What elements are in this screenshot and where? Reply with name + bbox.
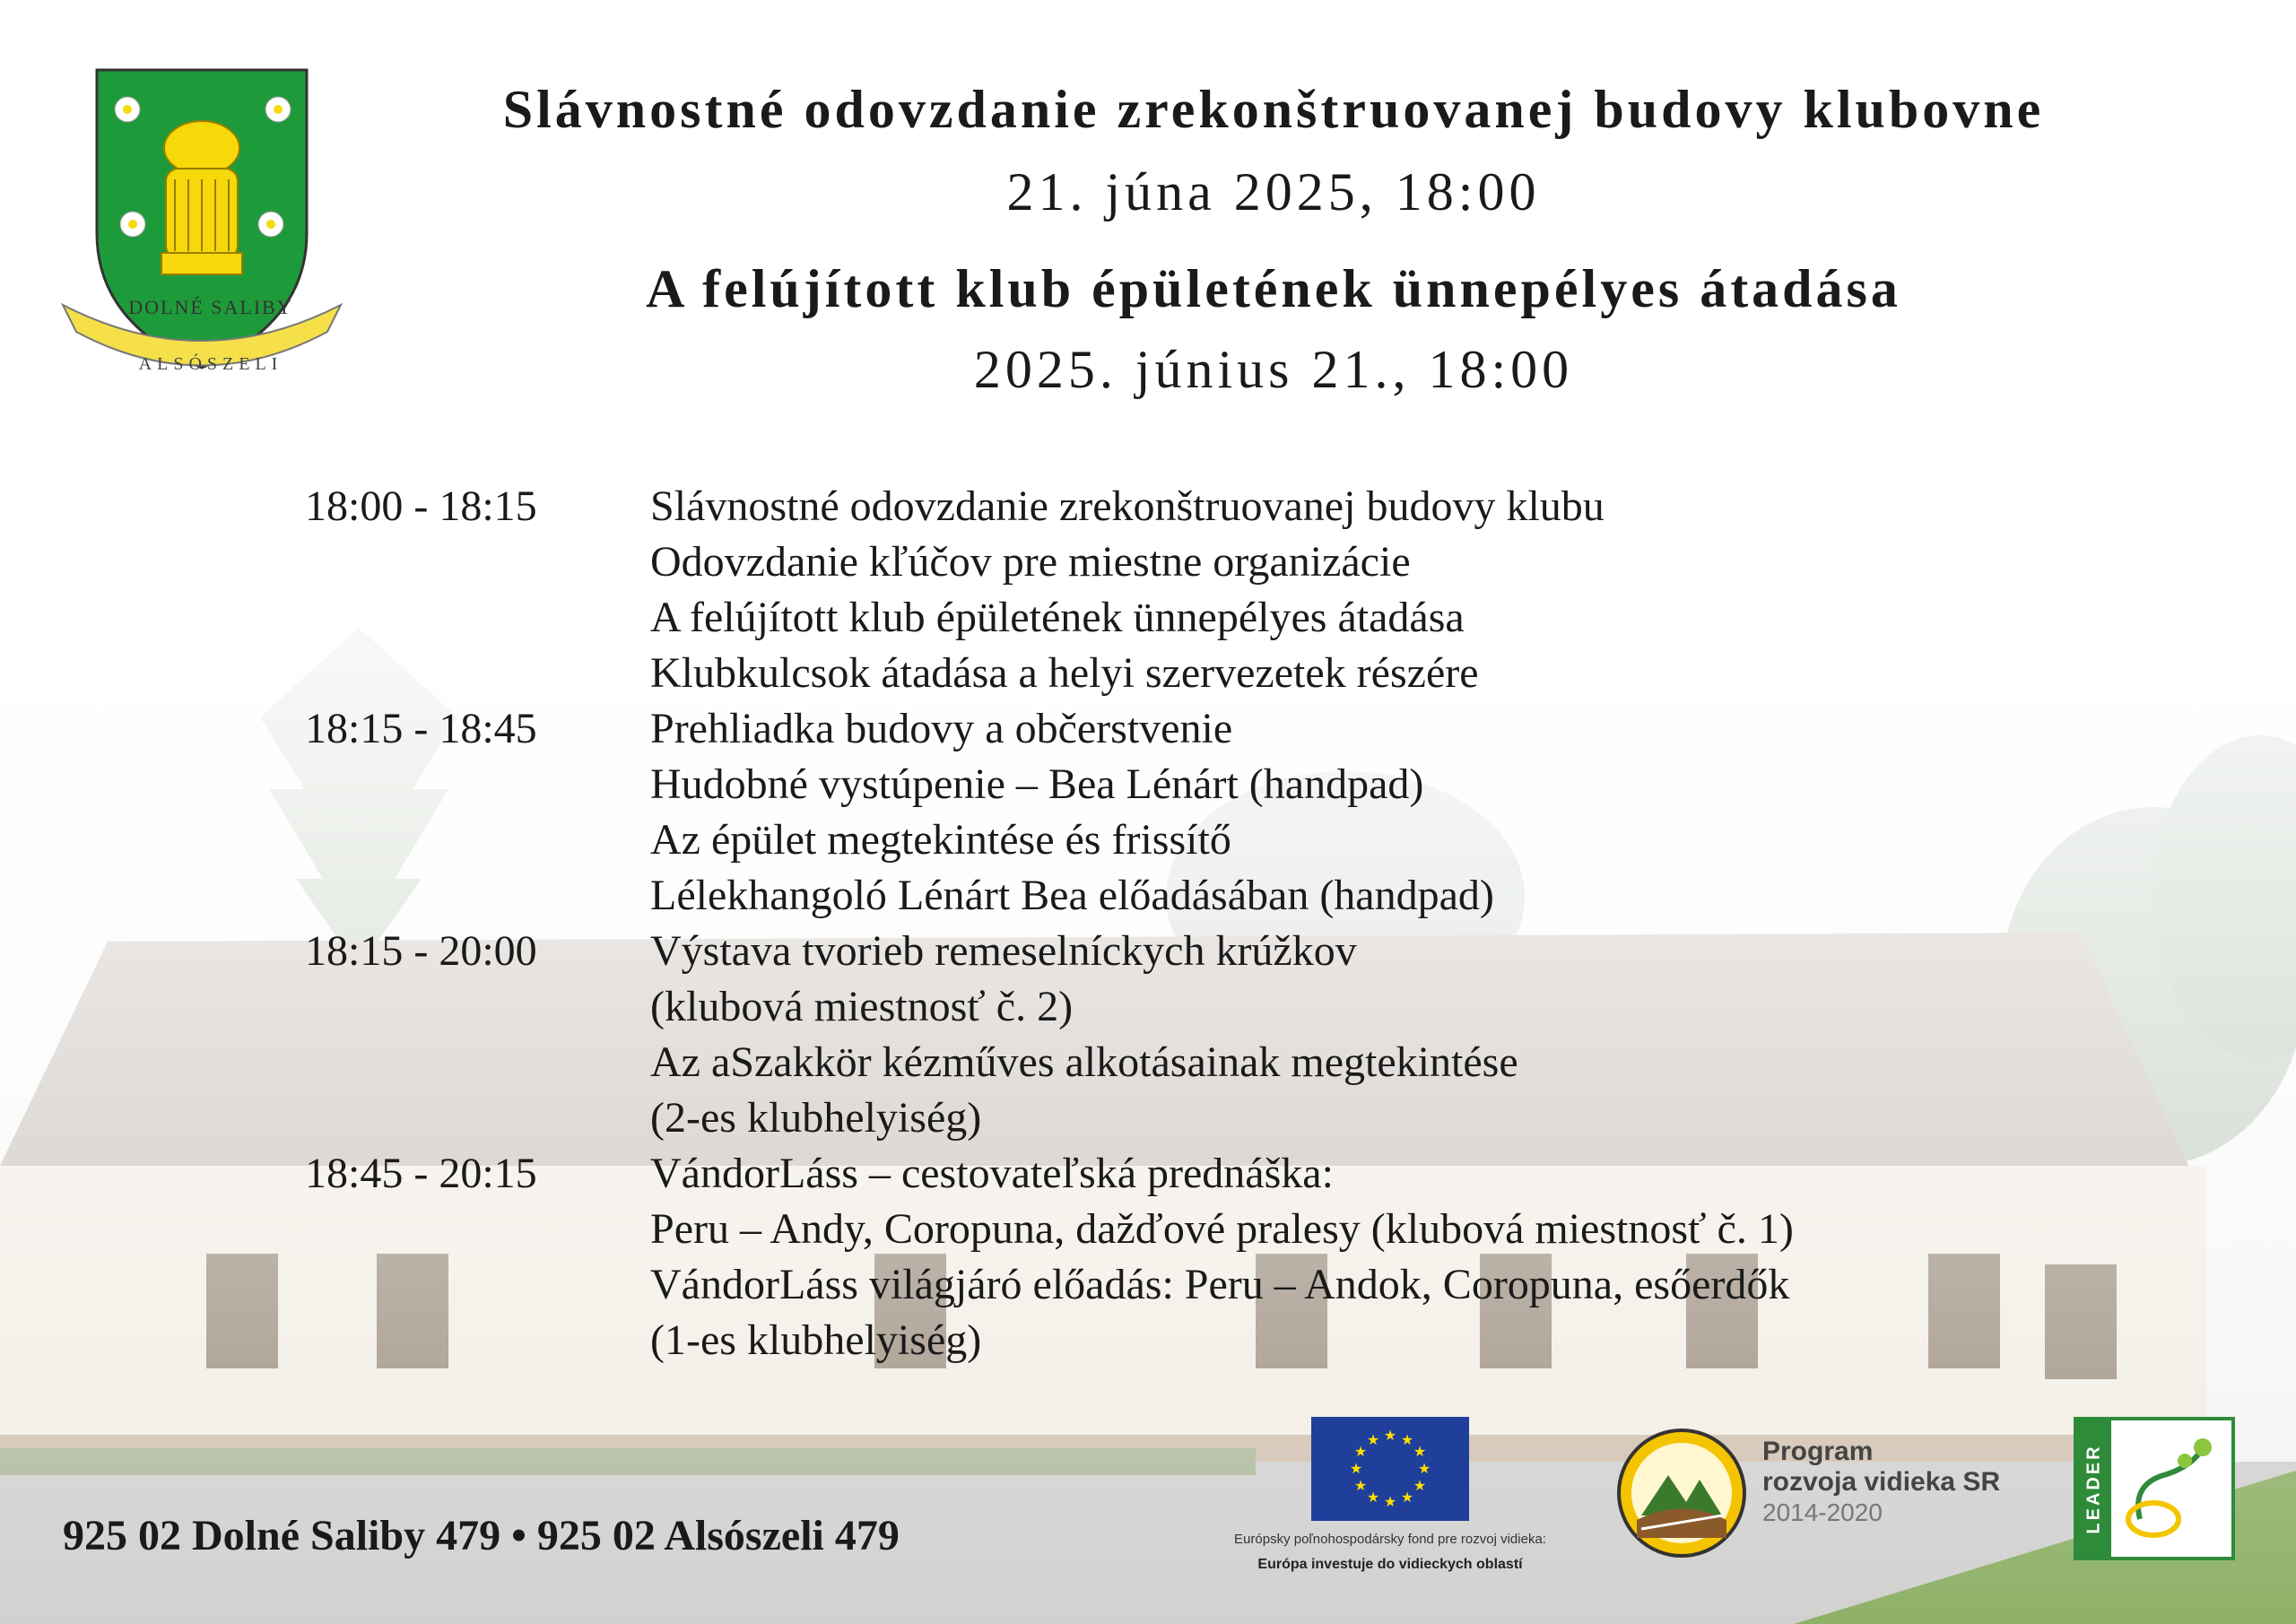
program-time: 18:45 - 20:15 (305, 1150, 537, 1197)
program-line: Lélekhangoló Lénárt Bea előadásában (handpad) (650, 872, 1494, 919)
title-slovak: Slávnostné odovzdanie zrekonštruovanej budovy klubovne (502, 80, 2045, 139)
program-line: Hudobné vystúpenie – Bea Lénárt (handpad) (650, 760, 1424, 808)
rural-program-logo-icon (1614, 1426, 1749, 1560)
rural-program-line3: 2014-2020 (1762, 1498, 1883, 1526)
leader-label (2077, 1420, 2111, 1557)
program-line: VándorLáss – cestovateľská prednáška: (650, 1150, 1334, 1197)
program-row (305, 479, 2009, 701)
svg-text:★: ★ (1417, 1460, 1431, 1477)
svg-text:★: ★ (1413, 1443, 1427, 1460)
title-hungarian: A felújított klub épületének ünnepélyes átadása (646, 259, 1901, 318)
eu-caption-slogan: Európa investuje do vidieckych oblastí (1257, 1557, 1523, 1572)
svg-text:★: ★ (1366, 1489, 1380, 1506)
svg-text:★: ★ (1400, 1431, 1414, 1448)
program-line: Odovzdanie kľúčov pre miestne organizácie (650, 538, 1411, 586)
program-line: (1-es klubhelyiség) (650, 1316, 982, 1364)
program-schedule (305, 479, 2009, 1368)
program-line: Prehliadka budovy a občerstvenie (650, 705, 1233, 752)
svg-text:★: ★ (1353, 1477, 1368, 1494)
program-line: Az aSzakkör kézműves alkotásainak megtekintése (650, 1038, 1518, 1086)
program-line: A felújított klub épületének ünnepélyes átadása (650, 594, 1465, 641)
svg-text:★: ★ (1383, 1493, 1397, 1510)
program-time: 18:15 - 18:45 (305, 705, 537, 752)
rural-program-line1: Program (1762, 1437, 1874, 1466)
program-line: (klubová miestnosť č. 2) (650, 983, 1074, 1030)
address: 925 02 Dolné Saliby 479 • 925 02 Alsószeli 479 (63, 1512, 900, 1559)
coat-of-arms (54, 63, 359, 404)
program-line: Slávnostné odovzdanie zrekonštruovanej budovy klubu (650, 482, 1605, 530)
rural-program-text (1762, 1437, 2000, 1528)
program-line: Az épület megtekintése és frissítő (650, 816, 1231, 864)
crest-banner-top: DOLNÉ SALIBY (128, 296, 293, 318)
program-row (305, 924, 2009, 1146)
svg-text:★: ★ (1366, 1431, 1380, 1448)
svg-text:★: ★ (1383, 1427, 1397, 1444)
program-line: Výstava tvorieb remeselníckych krúžkov (650, 927, 1357, 975)
program-time: 18:00 - 18:15 (305, 482, 537, 530)
date-slovak: 21. júna 2025, 18:00 (1006, 162, 1541, 221)
program-line: VándorLáss világjáró előadás: Peru – Andok, Coropuna, esőerdők (650, 1261, 1790, 1308)
svg-text:★: ★ (1353, 1443, 1368, 1460)
program-line: (2-es klubhelyiség) (650, 1094, 982, 1142)
program-row (305, 1146, 2009, 1368)
program-row (305, 701, 2009, 924)
program-line: Klubkulcsok átadása a helyi szervezetek részére (650, 649, 1479, 697)
date-hungarian: 2025. június 21., 18:00 (973, 340, 1574, 399)
eu-flag-icon (1311, 1417, 1469, 1521)
program-line: Peru – Andy, Coropuna, dažďové pralesy (klubová miestnosť č. 1) (650, 1205, 1794, 1253)
program-time: 18:15 - 20:00 (305, 927, 537, 975)
eu-caption-fund: Európsky poľnohospodársky fond pre rozvoj vidieka: (1234, 1532, 1546, 1547)
svg-text:★: ★ (1413, 1477, 1427, 1494)
leader-text: LEADER (2083, 1443, 2104, 1534)
crest-banner-bottom: ALSÓSZELI (138, 354, 283, 374)
svg-text:★: ★ (1400, 1489, 1414, 1506)
rural-program-line2: rozvoja vidieka SR (1762, 1467, 2001, 1497)
svg-text:★: ★ (1349, 1460, 1363, 1477)
